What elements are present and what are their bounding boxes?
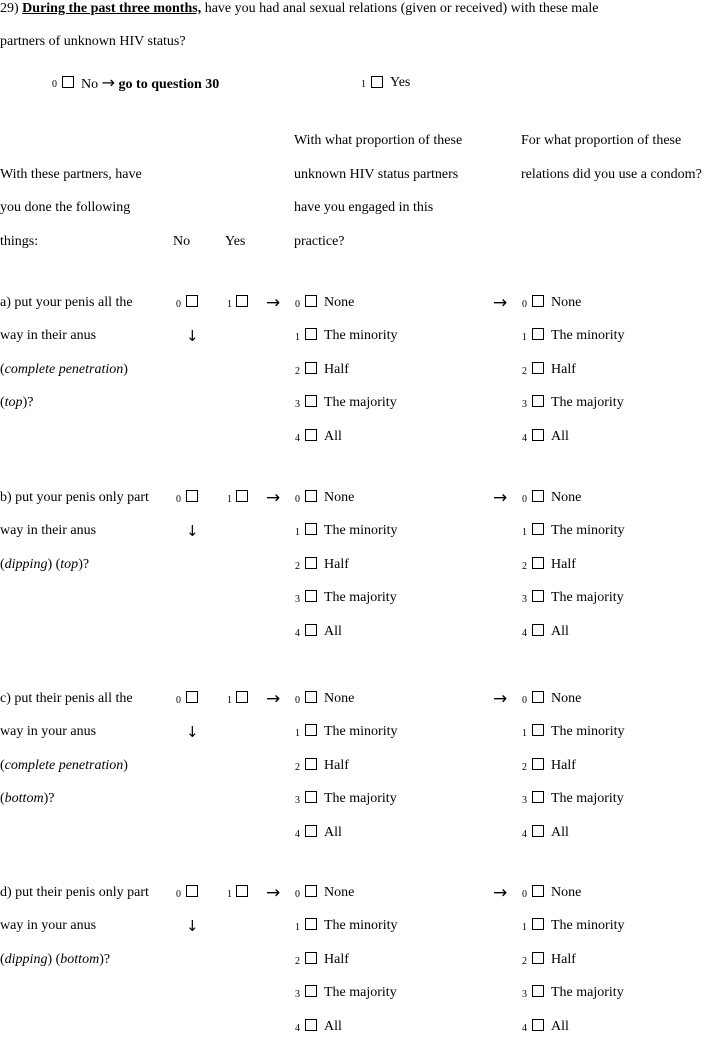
proportion-option-label: The majority (324, 590, 397, 606)
screen-no-checkbox[interactable] (62, 76, 74, 88)
condom-option-checkbox[interactable] (532, 952, 544, 964)
condom-option-label: Half (551, 556, 576, 572)
proportion-option-checkbox[interactable] (305, 624, 317, 636)
item-yes-checkbox[interactable] (236, 885, 248, 897)
condom-option-label: None (551, 295, 582, 310)
proportion-option-code: 4 (295, 432, 300, 444)
proportion-option-code: 1 (295, 527, 300, 539)
proportion-option-code: 2 (295, 560, 300, 572)
proportion-option-code: 3 (295, 795, 300, 807)
item-no-code: 0 (176, 695, 181, 706)
item-text-line: (complete penetration) (0, 757, 128, 773)
condom-option-checkbox[interactable] (532, 429, 544, 441)
right-arrow-icon: → (266, 689, 281, 709)
condom-option-code: 2 (522, 560, 527, 572)
question-line-1 (0, 0, 599, 18)
condom-option-checkbox[interactable] (532, 490, 544, 502)
item-yes-checkbox[interactable] (236, 295, 248, 307)
proportion-option-code: 1 (295, 922, 300, 934)
proportion-option-label: The majority (324, 985, 397, 1001)
screen-yes-code: 1 (361, 79, 366, 90)
condom-option-code: 3 (522, 989, 527, 1001)
proportion-option-label: All (324, 824, 342, 840)
condom-option-label: The majority (551, 791, 624, 807)
proportion-option-code: 0 (295, 695, 300, 706)
proportion-option-label: All (324, 623, 342, 639)
proportion-option-label: The minority (324, 918, 398, 934)
item-text-line: (bottom)? (0, 791, 55, 807)
condom-option-checkbox[interactable] (532, 590, 544, 602)
item-text-line: way in their anus (0, 523, 97, 539)
proportion-option-code: 0 (295, 299, 300, 310)
proportion-option-label: The minority (324, 523, 398, 539)
down-arrow-icon: ↓ (186, 327, 199, 346)
item-text-line: (dipping) (top)? (0, 556, 90, 572)
proportion-option-label: The minority (324, 328, 398, 344)
item-no-checkbox[interactable] (186, 490, 198, 502)
condom-option-code: 4 (522, 627, 527, 639)
condom-option-code: 3 (522, 795, 527, 807)
item-text-line: (dipping) (bottom)? (0, 951, 111, 967)
proportion-option-checkbox[interactable] (305, 825, 317, 837)
item-text-line: b) put your penis only part (0, 490, 149, 505)
proportion-option-checkbox[interactable] (305, 724, 317, 736)
condom-option-checkbox[interactable] (532, 624, 544, 636)
condom-option-label: All (551, 428, 569, 444)
proportion-option-checkbox[interactable] (305, 557, 317, 569)
proportion-option-label: All (324, 428, 342, 444)
condom-option-checkbox[interactable] (532, 758, 544, 770)
right-arrow-icon: → (266, 488, 281, 508)
condom-option-label: The majority (551, 395, 624, 411)
condom-option-checkbox[interactable] (532, 724, 544, 736)
down-arrow-icon: ↓ (186, 723, 199, 742)
item-yes-code: 1 (227, 299, 232, 310)
item-yes-code: 1 (227, 889, 232, 900)
condom-option-label: Half (551, 951, 576, 967)
condom-option-code: 2 (522, 761, 527, 773)
condom-option-label: None (551, 885, 582, 900)
down-arrow-icon: ↓ (186, 917, 199, 936)
condom-option-checkbox[interactable] (532, 295, 544, 307)
condom-option-label: The minority (551, 918, 625, 934)
condom-option-label: The minority (551, 328, 625, 344)
condom-option-code: 3 (522, 594, 527, 606)
proportion-option-checkbox[interactable] (305, 523, 317, 535)
right-arrow-icon: → (493, 883, 508, 903)
condom-option-checkbox[interactable] (532, 395, 544, 407)
proportion-option-code: 3 (295, 399, 300, 411)
item-no-checkbox[interactable] (186, 885, 198, 897)
right-arrow-icon: → (266, 293, 281, 313)
right-arrow-icon: → (493, 488, 508, 508)
screen-no-option (81, 74, 219, 94)
header-left-line: With these partners, have (0, 167, 142, 182)
condom-option-checkbox[interactable] (532, 825, 544, 837)
proportion-option-checkbox[interactable] (305, 295, 317, 307)
proportion-option-label: Half (324, 757, 349, 773)
item-yes-checkbox[interactable] (236, 691, 248, 703)
proportion-option-code: 2 (295, 761, 300, 773)
proportion-option-code: 4 (295, 1022, 300, 1034)
screen-yes-label: Yes (390, 75, 411, 90)
proportion-option-checkbox[interactable] (305, 885, 317, 897)
condom-option-checkbox[interactable] (532, 885, 544, 897)
proportion-option-code: 1 (295, 728, 300, 740)
item-no-code: 0 (176, 494, 181, 505)
condom-option-code: 4 (522, 432, 527, 444)
proportion-option-label: The majority (324, 791, 397, 807)
condom-option-checkbox[interactable] (532, 791, 544, 803)
item-yes-code: 1 (227, 494, 232, 505)
item-text-line: way in your anus (0, 918, 97, 934)
condom-option-code: 3 (522, 399, 527, 411)
condom-option-label: The majority (551, 985, 624, 1001)
item-text-line: a) put your penis all the (0, 295, 133, 310)
condom-option-checkbox[interactable] (532, 557, 544, 569)
proportion-option-checkbox[interactable] (305, 429, 317, 441)
screen-no-code: 0 (52, 79, 57, 90)
item-text-line: way in your anus (0, 724, 97, 740)
condom-option-label: All (551, 1018, 569, 1034)
proportion-option-label: The majority (324, 395, 397, 411)
item-yes-checkbox[interactable] (236, 490, 248, 502)
down-arrow-icon: ↓ (186, 522, 199, 541)
proportion-option-code: 0 (295, 494, 300, 505)
proportion-option-label: Half (324, 951, 349, 967)
proportion-option-checkbox[interactable] (305, 362, 317, 374)
proportion-option-label: All (324, 1018, 342, 1034)
skip-instruction: go to question 30 (118, 77, 220, 92)
header-left-line: things: (0, 234, 39, 249)
condom-option-checkbox[interactable] (532, 1019, 544, 1031)
item-no-checkbox[interactable] (186, 691, 198, 703)
proportion-option-label: Half (324, 361, 349, 377)
condom-option-label: Half (551, 361, 576, 377)
proportion-option-checkbox[interactable] (305, 952, 317, 964)
item-yes-code: 1 (227, 695, 232, 706)
item-text-line: (complete penetration) (0, 361, 128, 377)
condom-option-label: The minority (551, 523, 625, 539)
header-no: No (173, 234, 191, 249)
screen-yes-checkbox[interactable] (371, 76, 383, 88)
proportion-option-checkbox[interactable] (305, 590, 317, 602)
condom-option-label: The minority (551, 724, 625, 740)
header-left-line: you done the following (0, 200, 131, 215)
condom-option-checkbox[interactable] (532, 918, 544, 930)
header-condom-line: relations did you use a condom? (521, 167, 702, 182)
header-proportion-line: have you engaged in this (294, 200, 434, 215)
skip-arrow-icon: → (101, 73, 116, 92)
proportion-option-label: The minority (324, 724, 398, 740)
right-arrow-icon: → (493, 689, 508, 709)
condom-option-checkbox[interactable] (532, 362, 544, 374)
condom-option-checkbox[interactable] (532, 691, 544, 703)
proportion-option-code: 3 (295, 594, 300, 606)
proportion-option-checkbox[interactable] (305, 395, 317, 407)
item-text-line: way in their anus (0, 328, 97, 344)
proportion-option-code: 4 (295, 828, 300, 840)
item-text-line: d) put their penis only part (0, 885, 149, 900)
condom-option-code: 0 (522, 494, 527, 505)
question-emphasis: During the past three months, (22, 1, 202, 16)
right-arrow-icon: → (493, 293, 508, 313)
condom-option-checkbox[interactable] (532, 328, 544, 340)
item-no-code: 0 (176, 889, 181, 900)
condom-option-code: 1 (522, 728, 527, 740)
item-no-code: 0 (176, 299, 181, 310)
proportion-option-checkbox[interactable] (305, 691, 317, 703)
condom-option-label: None (551, 490, 582, 505)
proportion-option-checkbox[interactable] (305, 918, 317, 930)
condom-option-label: All (551, 824, 569, 840)
question-number: 29) (0, 1, 19, 16)
condom-option-label: None (551, 691, 582, 706)
condom-option-checkbox[interactable] (532, 985, 544, 997)
condom-option-code: 0 (522, 695, 527, 706)
condom-option-code: 2 (522, 365, 527, 377)
item-no-checkbox[interactable] (186, 295, 198, 307)
proportion-option-code: 2 (295, 365, 300, 377)
header-condom-line: For what proportion of these (521, 133, 682, 148)
item-text-line: c) put their penis all the (0, 691, 133, 706)
proportion-option-label: None (324, 490, 355, 505)
condom-option-label: Half (551, 757, 576, 773)
proportion-option-label: Half (324, 556, 349, 572)
header-proportion-line: practice? (294, 234, 345, 249)
condom-option-code: 1 (522, 922, 527, 934)
question-text: have you had anal sexual relations (given or received) with these male (204, 1, 599, 16)
header-proportion-line: unknown HIV status partners (294, 167, 459, 182)
condom-option-code: 1 (522, 527, 527, 539)
proportion-option-code: 0 (295, 889, 300, 900)
question-line-2: partners of unknown HIV status? (0, 34, 186, 49)
item-text-line: (top)? (0, 395, 34, 411)
proportion-option-checkbox[interactable] (305, 791, 317, 803)
proportion-option-code: 4 (295, 627, 300, 639)
proportion-option-checkbox[interactable] (305, 1019, 317, 1031)
condom-option-label: The majority (551, 590, 624, 606)
proportion-option-label: None (324, 885, 355, 900)
condom-option-code: 1 (522, 332, 527, 344)
condom-option-label: All (551, 623, 569, 639)
condom-option-code: 4 (522, 1022, 527, 1034)
condom-option-code: 4 (522, 828, 527, 840)
proportion-option-label: None (324, 691, 355, 706)
proportion-option-label: None (324, 295, 355, 310)
proportion-option-checkbox[interactable] (305, 758, 317, 770)
screen-no-label: No (81, 77, 99, 92)
condom-option-code: 0 (522, 299, 527, 310)
condom-option-checkbox[interactable] (532, 523, 544, 535)
proportion-option-checkbox[interactable] (305, 490, 317, 502)
header-proportion-line: With what proportion of these (294, 133, 463, 148)
header-yes: Yes (225, 234, 246, 249)
right-arrow-icon: → (266, 883, 281, 903)
condom-option-code: 2 (522, 955, 527, 967)
proportion-option-checkbox[interactable] (305, 985, 317, 997)
condom-option-code: 0 (522, 889, 527, 900)
proportion-option-code: 1 (295, 332, 300, 344)
proportion-option-code: 2 (295, 955, 300, 967)
proportion-option-checkbox[interactable] (305, 328, 317, 340)
proportion-option-code: 3 (295, 989, 300, 1001)
